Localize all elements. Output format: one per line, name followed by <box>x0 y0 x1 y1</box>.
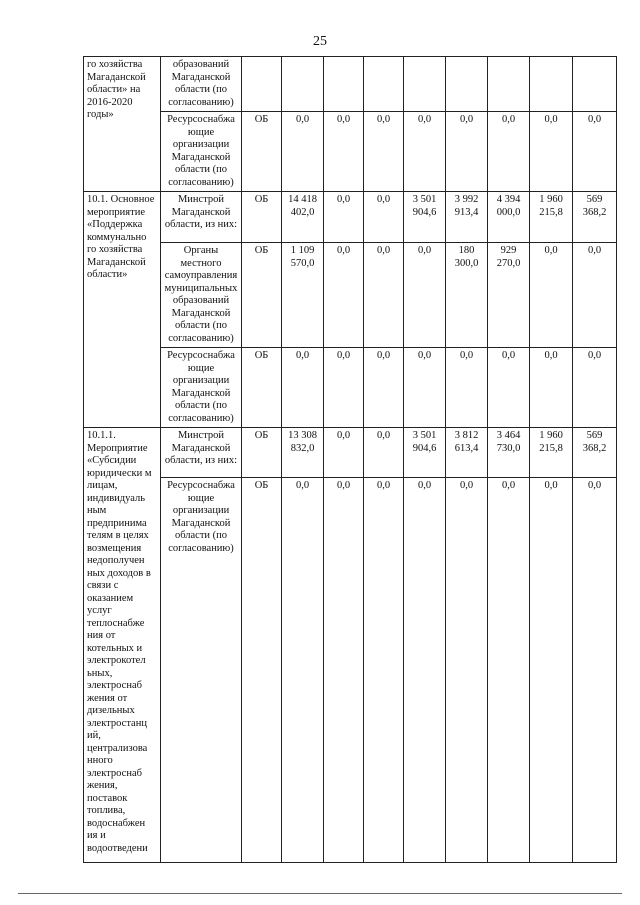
value-cell: 0,0 <box>530 243 573 348</box>
value-cell: 0,0 <box>573 243 617 348</box>
value-cell: 13 308 832,0 <box>282 428 324 478</box>
value-cell: 1 960 215,8 <box>530 428 573 478</box>
value-cell: 0,0 <box>324 428 364 478</box>
value-cell: 14 418 402,0 <box>282 192 324 243</box>
value-cell <box>324 57 364 112</box>
value-cell: 929 270,0 <box>488 243 530 348</box>
page-bottom-divider <box>18 893 622 894</box>
table-row <box>84 478 617 863</box>
value-cell: 0,0 <box>573 348 617 428</box>
program-table <box>83 56 617 863</box>
value-cell <box>488 57 530 112</box>
source-cell: ОБ <box>242 428 282 478</box>
value-cell: 0,0 <box>364 348 404 428</box>
page-number: 25 <box>313 34 327 49</box>
value-cell: 0,0 <box>282 112 324 192</box>
value-cell: 0,0 <box>324 478 364 863</box>
measure-name-cell: 10.1. Основное мероприятие «Поддержка коммунально го хозяйства Магаданской области» <box>84 192 161 428</box>
value-cell: 0,0 <box>573 478 617 863</box>
table-row <box>84 243 617 348</box>
value-cell <box>446 57 488 112</box>
executor-cell: Минстрой Магаданской области, из них: <box>161 192 242 243</box>
source-cell <box>242 57 282 112</box>
executor-cell: образований Магаданской области (по согласованию) <box>161 57 242 112</box>
value-cell: 0,0 <box>282 348 324 428</box>
value-cell: 569 368,2 <box>573 192 617 243</box>
value-cell <box>364 57 404 112</box>
value-cell: 3 464 730,0 <box>488 428 530 478</box>
value-cell: 0,0 <box>488 478 530 863</box>
source-cell: ОБ <box>242 243 282 348</box>
source-cell: ОБ <box>242 112 282 192</box>
source-cell: ОБ <box>242 348 282 428</box>
value-cell: 0,0 <box>530 112 573 192</box>
value-cell <box>573 57 617 112</box>
value-cell: 1 960 215,8 <box>530 192 573 243</box>
executor-cell: Ресурсоснабжа ющие организации Магаданской области (по согласованию) <box>161 478 242 863</box>
value-cell: 3 812 613,4 <box>446 428 488 478</box>
value-cell: 0,0 <box>404 112 446 192</box>
table-row <box>84 192 617 243</box>
executor-cell: Ресурсоснабжа ющие организации Магаданской области (по согласованию) <box>161 348 242 428</box>
executor-cell: Ресурсоснабжа ющие организации Магаданской области (по согласованию) <box>161 112 242 192</box>
value-cell: 4 394 000,0 <box>488 192 530 243</box>
value-cell: 0,0 <box>488 348 530 428</box>
value-cell: 3 501 904,6 <box>404 192 446 243</box>
value-cell: 0,0 <box>324 192 364 243</box>
executor-cell: Органы местного самоуправления муниципальных образований Магаданской области (по согласованию) <box>161 243 242 348</box>
value-cell: 0,0 <box>324 112 364 192</box>
value-cell: 0,0 <box>530 478 573 863</box>
value-cell: 0,0 <box>530 348 573 428</box>
value-cell: 0,0 <box>282 478 324 863</box>
value-cell: 0,0 <box>488 112 530 192</box>
source-cell: ОБ <box>242 478 282 863</box>
table-row <box>84 348 617 428</box>
measure-name-cell: 10.1.1. Мероприятие «Субсидии юридически м лицам, индивидуаль ным предпринима телям в целях возмещения недополучен ных доходов в связи с оказанием услуг теплоснабже ния от котельных и электрокотел ьных, электроснаб жения от дизельных электростанц ий, централизова нного электроснаб жения, поставок топлива, водоснабжен ия и водоотведени <box>84 428 161 863</box>
value-cell: 0,0 <box>404 348 446 428</box>
source-cell: ОБ <box>242 192 282 243</box>
value-cell: 0,0 <box>324 348 364 428</box>
value-cell: 569 368,2 <box>573 428 617 478</box>
value-cell: 3 992 913,4 <box>446 192 488 243</box>
value-cell: 0,0 <box>324 243 364 348</box>
value-cell: 0,0 <box>364 192 404 243</box>
value-cell <box>530 57 573 112</box>
value-cell: 0,0 <box>404 243 446 348</box>
value-cell: 0,0 <box>404 478 446 863</box>
table-row <box>84 428 617 478</box>
value-cell: 0,0 <box>364 112 404 192</box>
value-cell: 0,0 <box>364 478 404 863</box>
value-cell <box>404 57 446 112</box>
value-cell: 1 109 570,0 <box>282 243 324 348</box>
value-cell: 0,0 <box>364 428 404 478</box>
value-cell: 0,0 <box>573 112 617 192</box>
table-row <box>84 57 617 112</box>
value-cell: 180 300,0 <box>446 243 488 348</box>
table-row <box>84 112 617 192</box>
value-cell: 0,0 <box>446 112 488 192</box>
value-cell: 0,0 <box>446 348 488 428</box>
executor-cell: Минстрой Магаданской области, из них: <box>161 428 242 478</box>
value-cell: 0,0 <box>364 243 404 348</box>
value-cell <box>282 57 324 112</box>
value-cell: 0,0 <box>446 478 488 863</box>
value-cell: 3 501 904,6 <box>404 428 446 478</box>
measure-name-cell: го хозяйства Магаданской области» на 2016-2020 годы» <box>84 57 161 192</box>
